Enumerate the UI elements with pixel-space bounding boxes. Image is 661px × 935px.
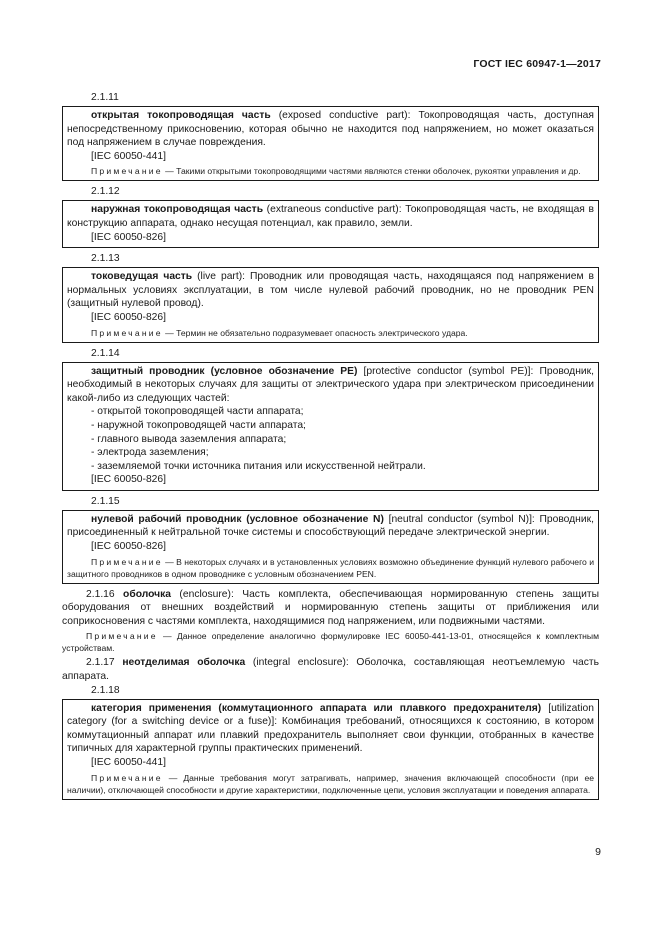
source-reference: [IEC 60050-826] bbox=[91, 311, 166, 323]
document-header: ГОСТ IEC 60947-1—2017 bbox=[473, 58, 601, 70]
clause-number: 2.1.14 bbox=[91, 347, 120, 359]
definition-text bbox=[67, 109, 594, 150]
note-label: Примечание bbox=[86, 631, 158, 642]
definition: (enclosure): Часть комплекта, обеспечивающая нормированную степень защиты оборудования от внешних воздействий и нормированную степень защиты от приближения или соприкосновения с частями комплекта, находящимися под напряжением, или подвижными частями. bbox=[62, 588, 599, 627]
clause-number: 2.1.16 bbox=[86, 588, 115, 600]
term: открытая токопроводящая часть bbox=[91, 110, 271, 121]
definition-2-1-16 bbox=[62, 588, 599, 629]
note-text: В некоторых случаях и в установленных условиях возможно объединение функций нулевого рабочего и защитного проводников в одном проводнике с условным обозначением PEN. bbox=[67, 556, 594, 579]
definition-box-2-1-18 bbox=[62, 699, 599, 800]
document-body bbox=[62, 91, 599, 804]
definition-text bbox=[67, 203, 594, 230]
note-label: Примечание bbox=[91, 327, 163, 338]
clause-number: 2.1.18 bbox=[91, 684, 120, 696]
definition-box-2-1-14 bbox=[62, 362, 599, 491]
list-item: - наружной токопроводящей части аппарата; bbox=[91, 419, 306, 431]
definition-box-2-1-12 bbox=[62, 200, 599, 248]
term: неотделимая оболочка bbox=[122, 657, 246, 669]
list-item: - электрода заземления; bbox=[91, 447, 209, 459]
definition: [neutral conductor (symbol N)]: Проводник, присоединенный к нейтральной точке системы и способствующий передаче электрической энергии. bbox=[67, 513, 594, 539]
clause-number: 2.1.11 bbox=[91, 92, 119, 103]
definition: [utilization category (for a switching device or a fuse)]: Комбинация требований, относящихся к состоянию, в котором коммутационный аппарат или плавкий предохранитель выполняет свои функции, отобранных в качестве типичных для характерной группы практических применений. bbox=[67, 702, 594, 755]
clause-number: 2.1.13 bbox=[91, 253, 120, 265]
definition: (live part): Проводник или проводящая часть, находящаяся под напряжением в нормальных условиях эксплуатации, в том числе нулевой рабочий проводник, но не проводник PEN (защитный нулевой провод). bbox=[67, 271, 594, 310]
term: токоведущая часть bbox=[91, 271, 193, 283]
source-reference: [IEC 60050-441] bbox=[91, 757, 166, 768]
source-reference: [IEC 60050-441] bbox=[91, 150, 166, 162]
definition-text bbox=[67, 702, 594, 756]
note: Примечание — Данные требования могут затрагивать, например, значения включающей способности (при ее наличии), отключающей способности и другие характеристики, подключенные цепи, условия эксплуатации и поведения аппарата. bbox=[67, 772, 595, 795]
note-text: Термин не обязательно подразумевает опасность электрического удара. bbox=[176, 327, 468, 338]
list-item: - главного вывода заземления аппарата; bbox=[91, 433, 287, 445]
note-label: Примечание bbox=[91, 556, 163, 567]
note-text: Такими открытыми токопроводящими частями являются стенки оболочек, рукоятки управления и др. bbox=[176, 166, 581, 177]
definition: (integral enclosure): Оболочка, составляющая неотъемлемую часть аппарата. bbox=[62, 657, 599, 683]
note-label: Примечание bbox=[91, 772, 163, 783]
definition: [protective conductor (symbol PE)]: Проводник, необходимый в некоторых случаях для защиты от электрического удара при электрическом присоединении какой-либо из следующих частей: bbox=[67, 365, 594, 404]
clause-number: 2.1.17 bbox=[86, 657, 115, 669]
note: Примечание — Термин не обязательно подразумевает опасность электрического удара. bbox=[91, 327, 468, 338]
definition-box-2-1-13 bbox=[62, 267, 599, 342]
term: оболочка bbox=[123, 588, 172, 600]
definition: (extraneous conductive part): Токопроводящая часть, не входящая в конструкцию аппарата, однако несущая потенциал, как правило, земли. bbox=[67, 204, 594, 229]
definition-box-2-1-11 bbox=[62, 106, 599, 181]
clause-number: 2.1.12 bbox=[91, 186, 120, 198]
term: защитный проводник (условное обозначение PE) bbox=[91, 365, 358, 377]
clause-number: 2.1.15 bbox=[91, 495, 120, 507]
note-text: Данные требования могут затрагивать, например, значения включающей способности (при ее наличии), отключающей способности и другие характеристики, подключенные цепи, условия эксплуатации и поведения аппарата. bbox=[67, 772, 595, 795]
source-reference: [IEC 60050-826] bbox=[91, 541, 166, 553]
note: Примечание — Такими открытыми токопроводящими частями являются стенки оболочек, рукоятки управления и др. bbox=[91, 166, 581, 177]
list-item: - открытой токопроводящей части аппарата; bbox=[91, 406, 304, 418]
definition-2-1-17 bbox=[62, 656, 599, 683]
list-item: - заземляемой точки источника питания или искусственной нейтрали. bbox=[91, 460, 426, 472]
definition-box-2-1-15 bbox=[62, 510, 599, 584]
note: Примечание — В некоторых случаях и в установленных условиях возможно объединение функций нулевого рабочего и защитного проводников в одном проводнике с условным обозначением PEN. bbox=[67, 556, 594, 579]
source-reference: [IEC 60050-826] bbox=[91, 231, 166, 243]
note-text: Данное определение аналогично формулировке IEC 60050-441-13-01, относящейся к комплектным устройствам. bbox=[62, 631, 600, 654]
term: нулевой рабочий проводник (условное обозначение N) bbox=[91, 513, 384, 525]
note-label: Примечание bbox=[91, 166, 163, 177]
source-reference: [IEC 60050-826] bbox=[91, 474, 166, 486]
note: Примечание — Данное определение аналогично формулировке IEC 60050-441-13-01, относящейся к комплектным устройствам. bbox=[62, 631, 600, 654]
definition-text bbox=[67, 365, 594, 406]
term: категория применения (коммутационного аппарата или плавкого предохранителя) bbox=[91, 702, 542, 714]
page-number: 9 bbox=[595, 846, 601, 858]
definition-text bbox=[67, 513, 594, 540]
definition-text bbox=[67, 270, 594, 311]
definition: (exposed conductive part): Токопроводящая часть, доступная непосредственному прикосновению, которая обычно не находится под напряжением, но может оказаться под напряжением в случае повреждения. bbox=[67, 110, 594, 149]
term: наружная токопроводящая часть bbox=[91, 204, 264, 216]
